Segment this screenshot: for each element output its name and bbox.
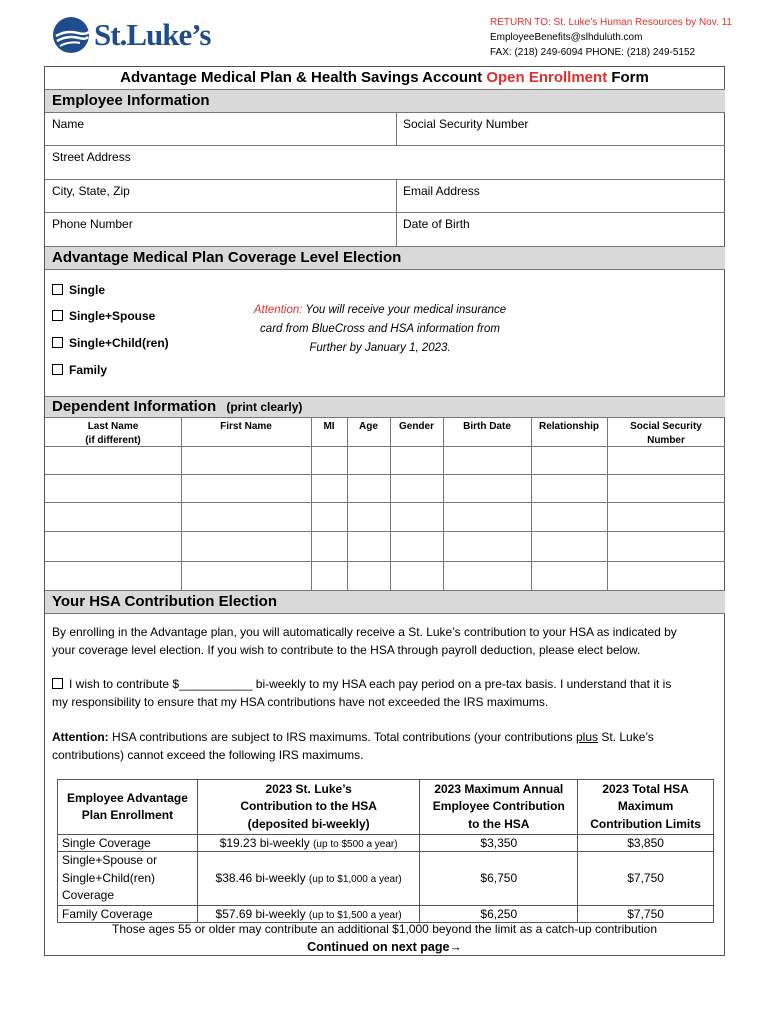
row-divider — [45, 446, 725, 447]
return-fax-phone: FAX: (218) 249-6094 PHONE: (218) 249-5152 — [490, 47, 696, 58]
hsa-header-max — [420, 780, 578, 835]
return-contact — [490, 15, 732, 60]
header-line: (deposited bi-weekly) — [247, 816, 370, 831]
hsa-attention-text1: HSA contributions are subject to IRS maximums. Total contributions (your contributions — [108, 730, 576, 744]
coverage-option-label: Family — [69, 363, 108, 377]
hsa-elect-line2: my responsibility to ensure that my HSA contributions have not exceeded the IRS maximums. — [52, 694, 549, 709]
hsa-attention-text2: St. Luke’s — [598, 730, 654, 744]
amount-text: $38.46 bi-weekly — [215, 871, 306, 886]
col-birth-date: Birth Date — [463, 421, 511, 432]
amount-cell — [197, 852, 420, 906]
table-row — [58, 835, 714, 852]
header-line: Plan Enrollment — [81, 808, 174, 822]
amount-note: (up to $1,500 a year) — [308, 909, 402, 921]
amount-note: (up to $1,000 a year) — [308, 874, 402, 886]
logo-text: St.Luke’s — [94, 17, 211, 52]
catch-up-footnote: Those ages 55 or older may contribute an additional $1,000 beyond the limit as a catch-up contribution — [111, 922, 657, 936]
col-divider — [311, 418, 312, 590]
col-ssn-label: Social Security — [630, 421, 702, 432]
total-cell: $3,850 — [578, 835, 714, 852]
hsa-header-enroll — [58, 780, 198, 835]
coverage-option-label: Single — [69, 283, 106, 297]
hsa-elect-line1: I wish to contribute $___________ bi-weekly to my HSA each pay period on a pre-tax basis. I understand that it is — [69, 677, 672, 691]
continued-next-page: Continued on next page→ — [307, 940, 462, 954]
amount-cell — [197, 905, 420, 922]
col-mi: MI — [323, 421, 335, 432]
coverage-option-family[interactable] — [52, 363, 107, 377]
total-cell: $7,750 — [578, 852, 714, 906]
hsa-attention-plus: plus — [575, 730, 598, 744]
col-last-name — [45, 420, 181, 448]
dob-field[interactable]: Date of Birth — [403, 217, 470, 231]
header-line: Contribution to the HSA — [240, 799, 377, 814]
coverage-option-label: Single+Child(ren) — [69, 336, 169, 350]
header-line: to the HSA — [468, 816, 530, 831]
divider — [396, 213, 397, 246]
attention-line3: Further by January 1, 2023. — [309, 342, 451, 354]
employee-row-city — [45, 180, 725, 213]
hsa-header-stlukes — [197, 780, 420, 835]
amount-text: $19.23 bi-weekly — [219, 836, 310, 850]
col-last-name-label: Last Name — [87, 421, 139, 432]
hsa-intro — [52, 624, 717, 659]
city-field[interactable]: City, State, Zip — [52, 184, 130, 198]
hsa-heading: Your HSA Contribution Election — [45, 590, 725, 614]
divider — [396, 113, 397, 145]
phone-field[interactable]: Phone Number — [52, 217, 133, 231]
dependents-heading-note: (print clearly) — [226, 400, 303, 414]
hsa-intro-line2: your coverage level election. If you wish to contribute to the HSA through payroll deduction, please elect below. — [52, 642, 641, 657]
col-divider — [607, 418, 608, 590]
dependents-heading — [45, 396, 725, 418]
logo-emblem-icon — [52, 16, 92, 54]
col-age: Age — [359, 421, 378, 432]
max-cell: $3,350 — [420, 835, 578, 852]
col-relationship: Relationship — [538, 421, 599, 432]
attention-line1: You will receive your medical insurance — [302, 304, 507, 316]
col-divider — [347, 418, 348, 590]
name-field[interactable]: Name — [52, 117, 85, 131]
title-part1: Advantage Medical Plan & Health Savings Account — [120, 69, 487, 86]
amount-text: $57.69 bi-weekly — [215, 906, 306, 921]
hsa-attention — [52, 729, 717, 764]
hsa-elect — [52, 676, 717, 711]
attention-line2: card from BlueCross and HSA information from — [260, 323, 500, 335]
form-title — [44, 69, 725, 86]
max-cell: $6,750 — [420, 852, 578, 906]
col-ssn — [607, 420, 725, 448]
header-line: Maximum — [617, 799, 674, 814]
col-divider — [531, 418, 532, 590]
hsa-attention-label: Attention: — [52, 730, 109, 744]
row-divider — [45, 474, 725, 475]
header-line: Employee Contribution — [432, 799, 565, 814]
total-cell: $7,750 — [578, 905, 714, 922]
coverage-option-single[interactable] — [52, 283, 105, 297]
ssn-field[interactable]: Social Security Number — [403, 117, 529, 131]
return-to: RETURN TO: St. Luke’s Human Resources by Nov. 11 — [490, 17, 732, 28]
col-gender: Gender — [398, 421, 434, 432]
header-line: 2023 Maximum Annual — [434, 781, 564, 796]
header-line: 2023 St. Luke’s — [265, 781, 352, 796]
table-row — [58, 905, 714, 922]
hsa-attention-line2: contributions) cannot exceed the following IRS maximums. — [52, 747, 364, 762]
row-divider — [45, 531, 725, 532]
row-divider — [45, 561, 725, 562]
enroll-cell: Single+Spouse or Single+Child(ren) Coverage — [58, 852, 198, 906]
email-field[interactable]: Email Address — [403, 184, 480, 198]
max-cell: $6,250 — [420, 905, 578, 922]
col-divider — [181, 418, 182, 590]
hsa-intro-line1: By enrolling in the Advantage plan, you will automatically receive a St. Luke’s contribution to your HSA as indicated by — [52, 625, 677, 639]
title-highlight: Open Enrollment — [486, 69, 608, 86]
coverage-option-label: Single+Spouse — [69, 309, 156, 323]
hsa-table-header — [58, 780, 714, 835]
coverage-attention-note — [230, 301, 530, 358]
amount-cell — [197, 835, 420, 852]
coverage-heading: Advantage Medical Plan Coverage Level Election — [45, 246, 725, 270]
employee-row-name — [45, 113, 725, 146]
return-email[interactable]: EmployeeBenefits@slhduluth.com — [490, 32, 643, 43]
employee-row-street — [45, 146, 725, 180]
col-ssn-label2: Number — [647, 435, 685, 446]
col-divider — [390, 418, 391, 590]
street-field[interactable]: Street Address — [52, 150, 131, 164]
hsa-limits-table — [57, 779, 714, 923]
col-divider — [443, 418, 444, 590]
checkbox[interactable] — [52, 364, 63, 375]
col-first-name: First Name — [220, 421, 272, 432]
title-part2: Form — [607, 69, 649, 86]
header-line: Contribution Limits — [590, 816, 701, 831]
row-divider — [45, 502, 725, 503]
checkbox[interactable] — [52, 284, 63, 295]
col-last-name-note: (if different) — [85, 435, 141, 446]
checkbox[interactable] — [52, 310, 63, 321]
coverage-option-single-children[interactable] — [52, 336, 169, 350]
enroll-cell: Family Coverage — [58, 905, 198, 922]
hsa-elect-checkbox[interactable] — [52, 678, 63, 689]
employee-heading: Employee Information — [45, 89, 725, 113]
attention-label: Attention: — [253, 304, 303, 316]
header-line: Employee Advantage — [66, 790, 188, 805]
enroll-cell: Single Coverage — [58, 835, 198, 852]
coverage-option-single-spouse[interactable] — [52, 309, 155, 323]
table-row — [58, 852, 714, 906]
amount-note: (up to $500 a year) — [313, 839, 398, 850]
divider — [396, 180, 397, 212]
header-line: 2023 Total HSA — [602, 781, 689, 796]
dependents-heading-text: Dependent Information — [52, 398, 217, 415]
st-lukes-logo — [52, 16, 212, 56]
employee-row-phone — [45, 213, 725, 246]
checkbox[interactable] — [52, 337, 63, 348]
hsa-header-total — [578, 780, 714, 835]
